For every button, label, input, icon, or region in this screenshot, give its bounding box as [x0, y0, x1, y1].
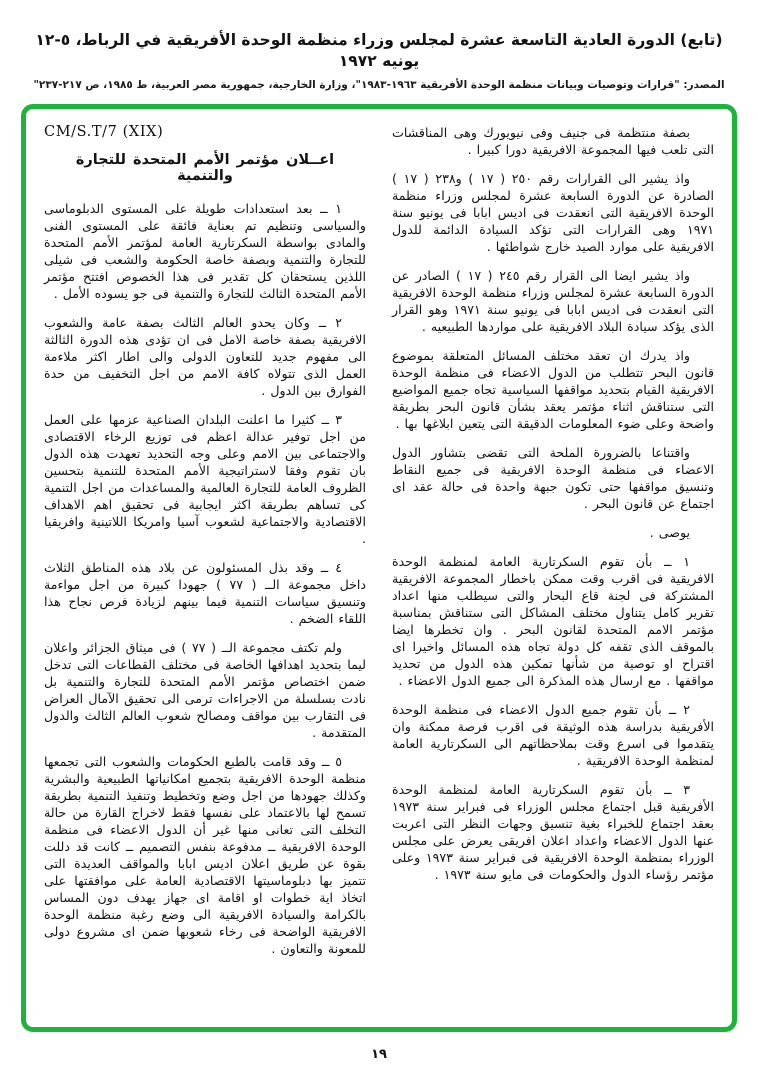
- declaration-paragraph-3: ٣ ــ كثيرا ما اعلنت البلدان الصناعية عزمها على العمل من اجل توفير عدالة اعظم فى توزيع الرخاء الاقتصادى والاجتماعى بين الامم وعلى وجه التحديد تعهدت هذه الدول بان تقوم وفقا لاستراتيجية الأمم المتحدة للتنمية بتحسين الظروف العامة للتجارة العالمية والمساعدات من اجل التنمية كى تساهم بطريقة اكثر ايجابية فى تحقيق اهم الاهداف الاقتصادية والاجتماعية لشعوب آسيا وامريكا اللاتينية وافريقيا .: [44, 411, 366, 546]
- declaration-paragraph-5: ٥ ــ وقد قامت بالطبع الحكومات والشعوب التى تجمعها منظمة الوحدة الافريقية بتجميع امكانياتها الطبيعية والبشرية وكذلك جهودها من اجل وضع وتخطيط وتنفيذ التنمية بطريقة تسمح لها بالاعتماد على نفسها فقط لاخراج القارة من حالة التخلف التى تعانى منها غير أن الدول الاعضاء فى منظمة الوحدة الافريقية ــ مدفوعة بنفس التصميم ــ كانت قد دللت بقوة عن طريق اعلان اديس ابابا والمواقف العديدة التى تتميز بها دبلوماسيتها الاقتصادية العامة على موافقتها على اتخاذ اية خطوات او اقامة اى جهاز يهدف دون المساس بالكرامة والسيادة الافريقية الى وضع رغبة منظمة الوحدة الافريقية الواضحة فى رخاء شعوبها ضمن اى مشروع دولى للمعونة والتعاون .: [44, 753, 366, 956]
- recommendation-2: ٢ ــ بأن تقوم جميع الدول الاعضاء فى منظمة الوحدة الأفريقية بدراسة هذه الوثيقة فى اقرب فرصة ممكنة وان يتقدموا فى اسرع وقت بملاحظاتهم الى السكرتارية العامة لمنظمة الوحدة الافريقية .: [392, 701, 714, 768]
- page-header: [0, 0, 758, 91]
- declaration-paragraph-1: ١ ــ بعد استعدادات طويلة على المستوى الدبلوماسى والسياسى وتنظيم تم بعناية فائقة على المستوى الفنى والمادى بواسطة السكرتارية العامة لمؤتمر الأمم المتحدة للتجارة والتنمية وبصفة خاصة الحكومة والشعب فى شيلى اللذين يستحقان كل تقدير فى هذا الخصوص افتتح مؤتمر الأمم المتحدة الثالث للتجارة والتنمية فى جو يسوده الأمل .: [44, 200, 366, 301]
- green-frame: [21, 104, 737, 1032]
- recommendation-1: ١ ــ بأن تقوم السكرتارية العامة لمنظمة الوحدة الافريقية فى اقرب وقت ممكن باخطار المجموعة الافريقية المشتركة فى لجنة قاع البحار والتى سيطلب منها اعداد تقرير كامل يتناول مختلف المشاكل التى ستناقش بمناسبة مؤتمر الامم المتحدة لقانون البحر . وان تخطرها ايضا بالموقف الذى تقفه كل دولة تجاه هذه المسائل واخيرا اى اقتراح او توصية من شأنها تمكين هذه الدول من تحديد مواقفها . مع ارسال هذه المذكرة الى جميع الدول الاعضاء .: [392, 553, 714, 688]
- recommendation-3: ٣ ــ بأن تقوم السكرتارية العامة لمنظمة الوحدة الأفريقية قبل اجتماع مجلس الوزراء فى فبراير سنة ١٩٧٣ بعقد اجتماع للخبراء بغية تنسيق وجهات النظر التى اعربت عنها الدول الاعضاء واعداد اعلان افريقى يعرض على مجلس الوزراء بمنظمة الوحدة الافريقية فى فبراير سنة ١٩٧٣ وعلى مؤتمر رؤساء الدول والحكومات فى مايو سنة ١٩٧٣ .: [392, 781, 715, 882]
- two-column-layout: [44, 124, 714, 1017]
- declaration-paragraph-4b: ولم تكتف مجموعة الــ ( ٧٧ ) فى ميثاق الجزائر واعلان ليما بتحديد اهدافها الخاصة فى مختلف القطاعات التى تدخل ضمن اختصاص مؤتمر الأمم المتحدة للتجارة والتنمية بل نادت بسلسلة من الاجراءات ترمى الى تحقيق الآمال العراض فى التقارب بين مواقف ومصالح شعوب العالم الثالث والدول المتقدمة .: [44, 639, 366, 740]
- declaration-title: اعــلان مؤتمر الأمم المتحدة للتجارة والتنمية: [75, 151, 335, 184]
- paragraph-recalling-resolutions: واذ يشير الى القرارات رقم ٢٥٠ ( ١٧ ) و٢٣٨ ( ١٧ ) الصادرة عن الدورة السابعة عشرة لمجلس وزراء منظمة الوحدة الافريقية التى انعقدت فى اديس ابابا فى يونيو سنة ١٩٧١ وهى القرارات التى تؤكد السيادة الدائمة للدول الافريقية على موارد الصيد خارج شواطئها .: [392, 170, 714, 254]
- right-column: [392, 124, 714, 1017]
- recommends-heading: يوصى .: [649, 524, 690, 540]
- paragraph-continuation: بصفة منتظمة فى جنيف وفى نيويورك وهى المناقشات التى تلعب فيها المجموعة الافريقية دورا كبيرا .: [392, 124, 714, 157]
- paragraph-consultation-necessity: واقتناعا بالضرورة الملحة التى تقضى بتشاور الدول الاعضاء فى منظمة الوحدة الافريقية فى جميع النقاط وتنسيق مواقفها حتى تكون جبهة واحدة فى حالة عقد اى اجتماع عن قانون البحر .: [392, 444, 714, 511]
- declaration-paragraph-2: ٢ ــ وكان يحدو العالم الثالث بصفة عامة والشعوب الافريقية بصفة خاصة الامل فى ان تؤدى هذه الدورة الثالثة الى مفهوم جديد للتعاون الدولى والى اطار اكثر ملاءمة العمل الذى تتولاه كافة الامم من اجل التخفيف من حدة الفوارق بين الدول .: [44, 314, 366, 398]
- declaration-paragraph-4: ٤ ــ وقد بذل المسئولون عن بلاد هذه المناطق الثلاث داخل مجموعة الــ ( ٧٧ ) جهودا كبيرة من اجل مواءمة وتنسيق سياسات التنمية فيما بينهم لزيادة فرص نجاح هذا اللقاء الضخم .: [44, 559, 367, 626]
- paragraph-law-of-sea-awareness: واذ يدرك ان تعقد مختلف المسائل المتعلقة بموضوع قانون البحر تتطلب من الدول الاعضاء فى منظمة الوحدة الافريقية القيام بتحديد مواقفها السياسية تجاه جميع المواضيع التى ستناقش اثناء مؤتمر يعقد بشأن قانون البحر بطريقة واضحة وعلى ضوء المعلومات الدقيقة التى يتعين ابلاغها بها .: [392, 347, 714, 431]
- page-number: ١٩: [371, 1046, 387, 1062]
- paragraph-recalling-resolution-245: واذ يشير ايضا الى القرار رقم ٢٤٥ ( ١٧ ) الصادر عن الدورة السابعة عشرة لمجلس وزراء منظمة الوحدة الافريقية التى انعقدت فى اديس ابابا فى يونيو سنة ١٩٧١ وهو القرار الذى يؤكد سيادة البلاد الافريقية على مواردها الطبيعيه .: [392, 267, 714, 334]
- document-reference: CM/S.T/7 (XIX): [44, 123, 164, 140]
- source-citation: المصدر: "قرارات وتوصيات وبيانات منظمة الوحدة الأفريقية ١٩٦٣-١٩٨٣"، وزارة الخارجية، جمهورية مصر العربية، ط ١٩٨٥، ص ٢١٧-٢٣٧": [33, 78, 725, 91]
- session-title: (تابع) الدورة العادية التاسعة عشرة لمجلس وزراء منظمة الوحدة الأفريقية في الرباط، ٥-١٢ يونيه ١٩٧٢: [35, 31, 723, 70]
- left-column: [44, 124, 366, 1017]
